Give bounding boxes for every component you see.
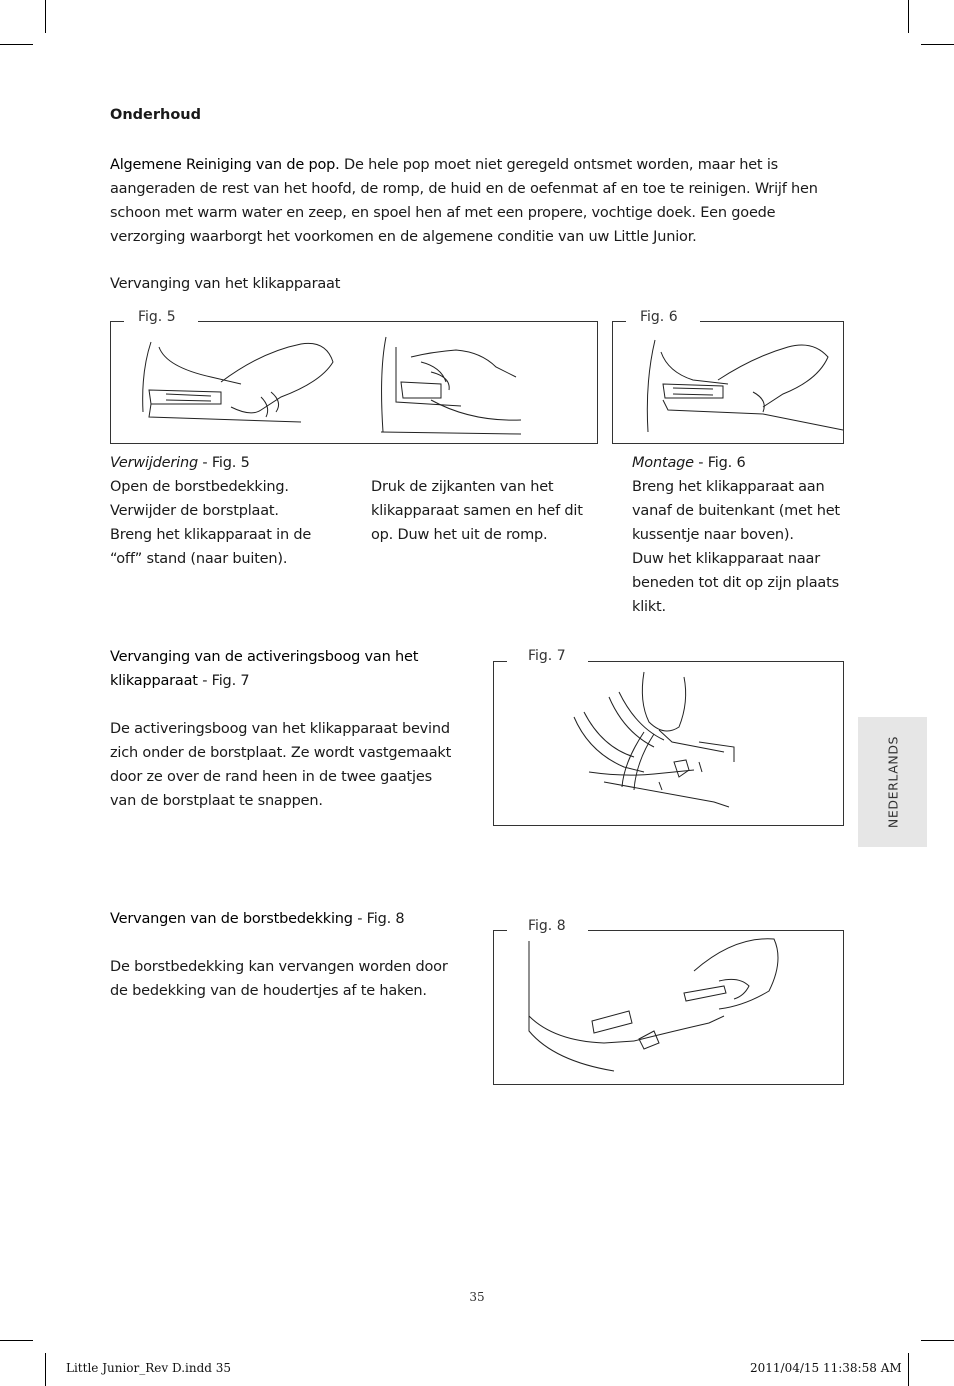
crop-mark <box>921 44 954 45</box>
mounting-line: kussentje naar boven). <box>632 527 794 543</box>
mounting-line: beneden tot dit op zijn plaats <box>632 575 839 591</box>
arc-title-line1: Vervanging van de activeringsboog van het <box>110 649 419 665</box>
crop-mark <box>908 0 909 33</box>
page-number: 35 <box>469 1290 485 1304</box>
removal-caption-fig: - Fig. 5 <box>197 455 250 471</box>
arc-body <box>110 717 470 813</box>
crop-mark <box>45 0 46 33</box>
cleaning-body: De hele pop moet niet geregeld ontsmet worden, maar het is aangeraden de rest van het hoofd, de romp, de huid en de oefenmat af en toe te reinigen. Wrijf hen schoon met warm water en zeep, en spoel hen af met een propere, vochtige doek. Een goede verzorging waarborgt het voorkomen en de algemene conditie van uw Little Junior. <box>110 157 818 245</box>
removal-caption <box>110 451 340 475</box>
removal-col2-line: Druk de zijkanten van het <box>371 479 554 495</box>
removal-col1 <box>110 475 350 571</box>
cleaning-paragraph <box>110 153 850 249</box>
mounting-caption-fig: - Fig. 6 <box>693 455 746 471</box>
removal-caption-italic: Verwijdering <box>110 455 198 471</box>
mounting-line: Breng het klikapparaat aan <box>632 479 825 495</box>
clicker-section-title: Vervanging van het klikapparaat <box>110 276 341 292</box>
figure-7-illustration <box>494 662 845 827</box>
cover-body <box>110 955 470 1003</box>
cover-title: Vervangen van de borstbedekking <box>110 911 353 927</box>
figure-7 <box>493 661 844 826</box>
figure-6-illustration <box>613 322 845 445</box>
figure-8-label: Fig. 8 <box>507 918 588 934</box>
slug-filename: Little Junior_Rev D.indd 35 <box>66 1361 232 1375</box>
removal-col2-line: op. Duw het uit de romp. <box>371 527 548 543</box>
cover-title-fig: - Fig. 8 <box>352 911 405 927</box>
arc-title-line2: klikapparaat <box>110 673 198 689</box>
mounting-line: klikt. <box>632 599 666 615</box>
mounting-text <box>632 475 847 619</box>
cleaning-title: Algemene Reiniging van de pop. <box>110 157 340 173</box>
crop-mark <box>0 44 33 45</box>
cover-body-line: de bedekking van de houdertjes af te haken. <box>110 983 427 999</box>
arc-body-line: door ze over de rand heen in de twee gaatjes <box>110 769 432 785</box>
figure-5 <box>110 321 598 444</box>
removal-col2-line: klikapparaat samen en hef dit <box>371 503 583 519</box>
arc-section-title <box>110 645 460 693</box>
cover-section-title <box>110 907 470 931</box>
mounting-caption <box>632 451 847 475</box>
slug-timestamp: 2011/04/15 11:38:58 AM <box>750 1361 902 1375</box>
mounting-caption-italic: Montage <box>632 455 694 471</box>
removal-col1-line: Verwijder de borstplaat. <box>110 503 279 519</box>
removal-col2 <box>371 475 611 547</box>
figure-8 <box>493 930 844 1085</box>
cover-body-line: De borstbedekking kan vervangen worden door <box>110 959 448 975</box>
figure-8-illustration <box>494 931 845 1086</box>
figure-5-illustration <box>111 322 599 445</box>
figure-6 <box>612 321 844 444</box>
language-tab <box>858 717 927 847</box>
arc-body-line: van de borstplaat te snappen. <box>110 793 323 809</box>
figure-6-label: Fig. 6 <box>626 309 700 325</box>
arc-title-fig: - Fig. 7 <box>197 673 250 689</box>
mounting-line: Duw het klikapparaat naar <box>632 551 820 567</box>
removal-col1-line: Breng het klikapparaat in de <box>110 527 312 543</box>
figure-5-label: Fig. 5 <box>124 309 198 325</box>
removal-col1-line: “off” stand (naar buiten). <box>110 551 288 567</box>
page-heading: Onderhoud <box>110 107 202 123</box>
language-tab-label: NEDERLANDS <box>885 735 900 829</box>
crop-mark <box>45 1353 46 1386</box>
arc-body-line: De activeringsboog van het klikapparaat bevind <box>110 721 450 737</box>
mounting-line: vanaf de buitenkant (met het <box>632 503 840 519</box>
crop-mark <box>0 1340 33 1341</box>
removal-col1-line: Open de borstbedekking. <box>110 479 289 495</box>
crop-mark <box>921 1340 954 1341</box>
figure-7-label: Fig. 7 <box>507 648 588 664</box>
crop-mark <box>908 1353 909 1386</box>
arc-body-line: zich onder de borstplaat. Ze wordt vastgemaakt <box>110 745 452 761</box>
